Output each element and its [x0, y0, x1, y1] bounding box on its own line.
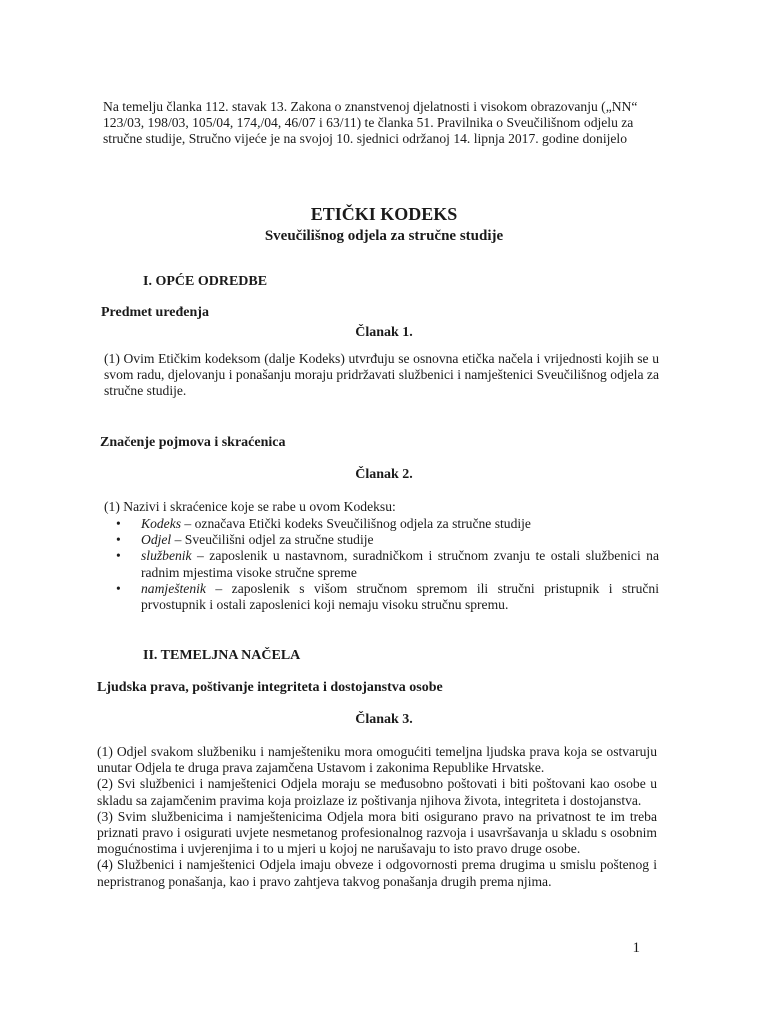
term-name: službenik: [141, 548, 192, 564]
article-3-text: (1) Odjel svakom službeniku i namješteniku mora omogućiti temeljna ljudska prava koja se ostvaruju unutar Odjela te druga prava zajamčena Ustavom i zakonima Republike Hrvatske. (2) Svi službenici i namještenici Odjela moraju se međusobno poštovati i biti poštovani kao osobe u skladu sa zajamčenim pravima koja proizlaze iz poštivanja njihova života, integriteta i dostojanstva. (3) Svim službenicima i namještenicima Odjela mora biti osigurano pravo na privatnost te im treba priznati pravo i osigurati uvjete nesmetanog profesionalnog razvoja i usavršavanja u skladu s osobnim mogućnostima i uvjerenjima i to u mjeri u kojoj ne narušavaju to isto pravo druge osobe. (4) Službenici i namještenici Odjela imaju obveze i odgovornosti prema drugima u smislu poštenog i nepristranog ponašanja, kao i pravo zahtjeva takvog ponašanja drugih prema njima.: [97, 744, 657, 889]
section-heading-principles: II. TEMELJNA NAČELA: [143, 648, 301, 663]
list-item: [104, 548, 659, 580]
term-name: namještenik: [141, 580, 206, 596]
term-definition: – Sveučilišni odjel za stručne studije: [171, 532, 374, 548]
subheading-subject: Predmet uređenja: [101, 305, 209, 320]
terms-list: [104, 516, 659, 613]
intro-paragraph: Na temelju članka 112. stavak 13. Zakona o znanstvenoj djelatnosti i visokom obrazovanju („NN“ 123/03, 198/03, 105/04, 174,/04, 46/07 i 63/11) te članka 51. Pravilnika o Sveučilišnom odjelu za stručne studije, Stručno vijeće je na svojoj 10. sjednici održanoj 14. lipnja 2017. godine donijelo: [103, 99, 638, 147]
bullet-icon: •: [116, 532, 121, 548]
term-name: Odjel: [141, 532, 172, 548]
bullet-icon: •: [116, 548, 121, 564]
section-heading-general-provisions: I. OPĆE ODREDBE: [143, 274, 268, 289]
term-definition: – zaposlenik u nastavnom, suradničkom i stručnom zvanju te ostali službenici na radnim mjestima visoke stručne spreme: [141, 548, 659, 580]
article-2-heading: Članak 2.: [355, 467, 413, 482]
list-item: [104, 516, 659, 532]
subheading-human-rights: Ljudska prava, poštivanje integriteta i dostojanstva osobe: [97, 680, 443, 695]
list-item: [104, 581, 659, 613]
bullet-icon: •: [116, 580, 121, 596]
article-1-text: (1) Ovim Etičkim kodeksom (dalje Kodeks) utvrđuju se osnovna etička načela i vrijednosti kojih se u svom radu, djelovanju i ponašanju moraju pridržavati službenici i namještenici Sveučilišnog odjela za stručne studije.: [104, 351, 659, 399]
document-title: ETIČKI KODEKS: [310, 204, 458, 224]
term-name: Kodeks: [141, 516, 182, 531]
term-definition: – zaposlenik s višom stručnom spremom ili stručni pristupnik i stručni prvostupnik i ostali zaposlenici koji nemaju visoku stručnu spremu.: [141, 580, 659, 613]
term-definition: – označava Etički kodeks Sveučilišnog odjela za stručne studije: [181, 516, 531, 531]
article-2-intro: (1) Nazivi i skraćenice koje se rabe u ovom Kodeksu:: [104, 499, 396, 514]
list-item: [104, 532, 659, 548]
bullet-icon: •: [116, 516, 121, 531]
article-3-heading: Članak 3.: [355, 712, 413, 727]
subheading-terms: Značenje pojmova i skraćenica: [100, 435, 286, 450]
page-number: 1: [632, 940, 640, 956]
document-subtitle: Sveučilišnog odjela za stručne studije: [264, 228, 504, 244]
article-1-heading: Članak 1.: [355, 325, 413, 340]
